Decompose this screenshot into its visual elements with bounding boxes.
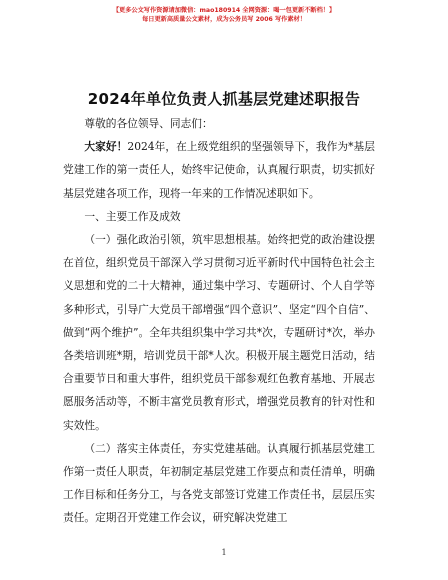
document-title: 2024年单位负责人抓基层党建述职报告 bbox=[87, 90, 361, 108]
paragraph-2: （二）落实主体责任，夯实党建基础。认真履行抓基层党建工作第一责任人职责，年初制定基层党建工作要点和责任清单，明确工作目标和任务分工，与各党支部签订党建工作责任书，层层压实责任。定期召开党建工作会议，研究解决党建工 bbox=[63, 441, 375, 525]
promo-banner-line-2: 每日更新高质量公文素材，成为公务员写 2006 写作素材！ bbox=[142, 16, 306, 23]
intro-lead: 大家好！ bbox=[84, 140, 128, 154]
salutation: 尊敬的各位领导、同志们： bbox=[84, 117, 213, 130]
section-heading: 一、主要工作及成效 bbox=[84, 209, 181, 223]
page-number: 1 bbox=[221, 548, 227, 557]
intro-paragraph bbox=[63, 135, 375, 205]
document-body bbox=[63, 112, 375, 530]
paragraph-1: （一）强化政治引领，筑牢思想根基。始终把党的政治建设摆在首位，组织党员干部深入学习贯彻习近平新时代中国特色社会主义思想和党的二十大精神，通过集中学习、专题研讨、个人自学等多种形式，引导广大党员干部增强“四个意识”、坚定“四个自信”、做到“两个维护”。全年共组织集中学习共*次，专题研讨*次，举办各类培训班*期，培训党员干部*人次。积极开展主题党日活动，结合重要节日和重大事件，组织党员干部参观红色教育基地、开展志愿服务活动等，不断丰富党员教育形式，增强党员教育的针对性和实效性。 bbox=[63, 233, 375, 432]
promo-banner-line-1: 【更多公文写作资源请加微信：mao180914 全网资源：喝一包更新不断档！】 bbox=[112, 7, 336, 14]
promo-banner bbox=[0, 6, 448, 24]
intro-body: 2024年，在上级党组织的坚强领导下，我作为*基层党建工作的第一责任人，始终牢记使命，认真履行职责，切实抓好基层党建各项工作，现将一年来的工作情况述职如下。 bbox=[63, 140, 375, 200]
